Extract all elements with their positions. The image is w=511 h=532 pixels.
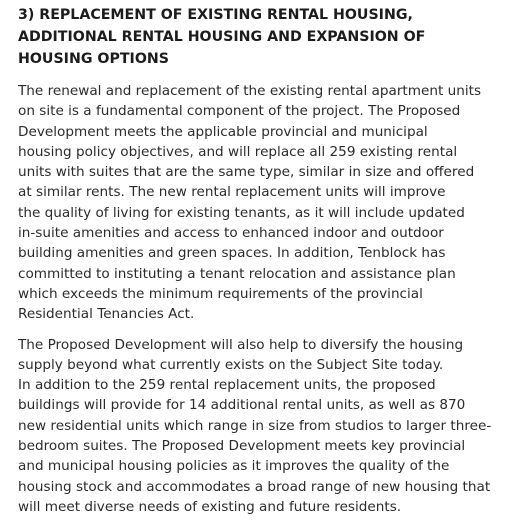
text-line: in-suite amenities and access to enhanced indoor and outdoor bbox=[18, 225, 444, 242]
paragraph-rental-replacement bbox=[18, 81, 506, 325]
text-line: housing policy objectives, and will replace all 259 existing rental bbox=[18, 143, 458, 160]
text-line: bedroom suites. The Proposed Development meets key provincial bbox=[18, 438, 466, 455]
text-line: The renewal and replacement of the existing rental apartment units bbox=[18, 83, 482, 99]
text-line: housing stock and accommodates a broad range of new housing that bbox=[18, 478, 491, 495]
text-line: will meet diverse needs of existing and future residents. bbox=[18, 498, 402, 515]
heading-line: HOUSING OPTIONS bbox=[18, 51, 169, 67]
text-line: supply beyond what currently exists on the Subject Site today. bbox=[18, 356, 444, 373]
text-line: building amenities and green spaces. In addition, Tenblock has bbox=[18, 245, 446, 262]
paragraph-housing-diversity bbox=[18, 335, 506, 518]
text-line: units with suites that are the same type, similar in size and offered bbox=[18, 164, 475, 181]
text-line: on site is a fundamental component of the project. The Proposed bbox=[18, 103, 461, 120]
text-line: new residential units which range in size from studios to larger three- bbox=[18, 417, 492, 434]
heading-line: ADDITIONAL RENTAL HOUSING AND EXPANSION OF bbox=[18, 29, 426, 45]
text-line: Development meets the applicable provincial and municipal bbox=[18, 123, 428, 140]
heading-line: 3) REPLACEMENT OF EXISTING RENTAL HOUSING, bbox=[18, 7, 413, 23]
text-line: The Proposed Development will also help to diversify the housing bbox=[18, 336, 464, 353]
text-line: and municipal housing policies as it improves the quality of the bbox=[18, 458, 450, 475]
text-line: at similar rents. The new rental replacement units will improve bbox=[18, 184, 446, 201]
section-heading bbox=[18, 4, 506, 70]
text-line: buildings will provide for 14 additional rental units, as well as 870 bbox=[18, 397, 466, 414]
text-line: the quality of living for existing tenants, as it will include updated bbox=[18, 204, 465, 221]
text-line: In addition to the 259 rental replacement units, the proposed bbox=[18, 377, 436, 394]
text-line: committed to instituting a tenant relocation and assistance plan bbox=[18, 265, 456, 282]
text-line: which exceeds the minimum requirements of the provincial bbox=[18, 285, 423, 302]
document-section bbox=[18, 4, 506, 517]
text-line: Residential Tenancies Act. bbox=[18, 306, 195, 323]
